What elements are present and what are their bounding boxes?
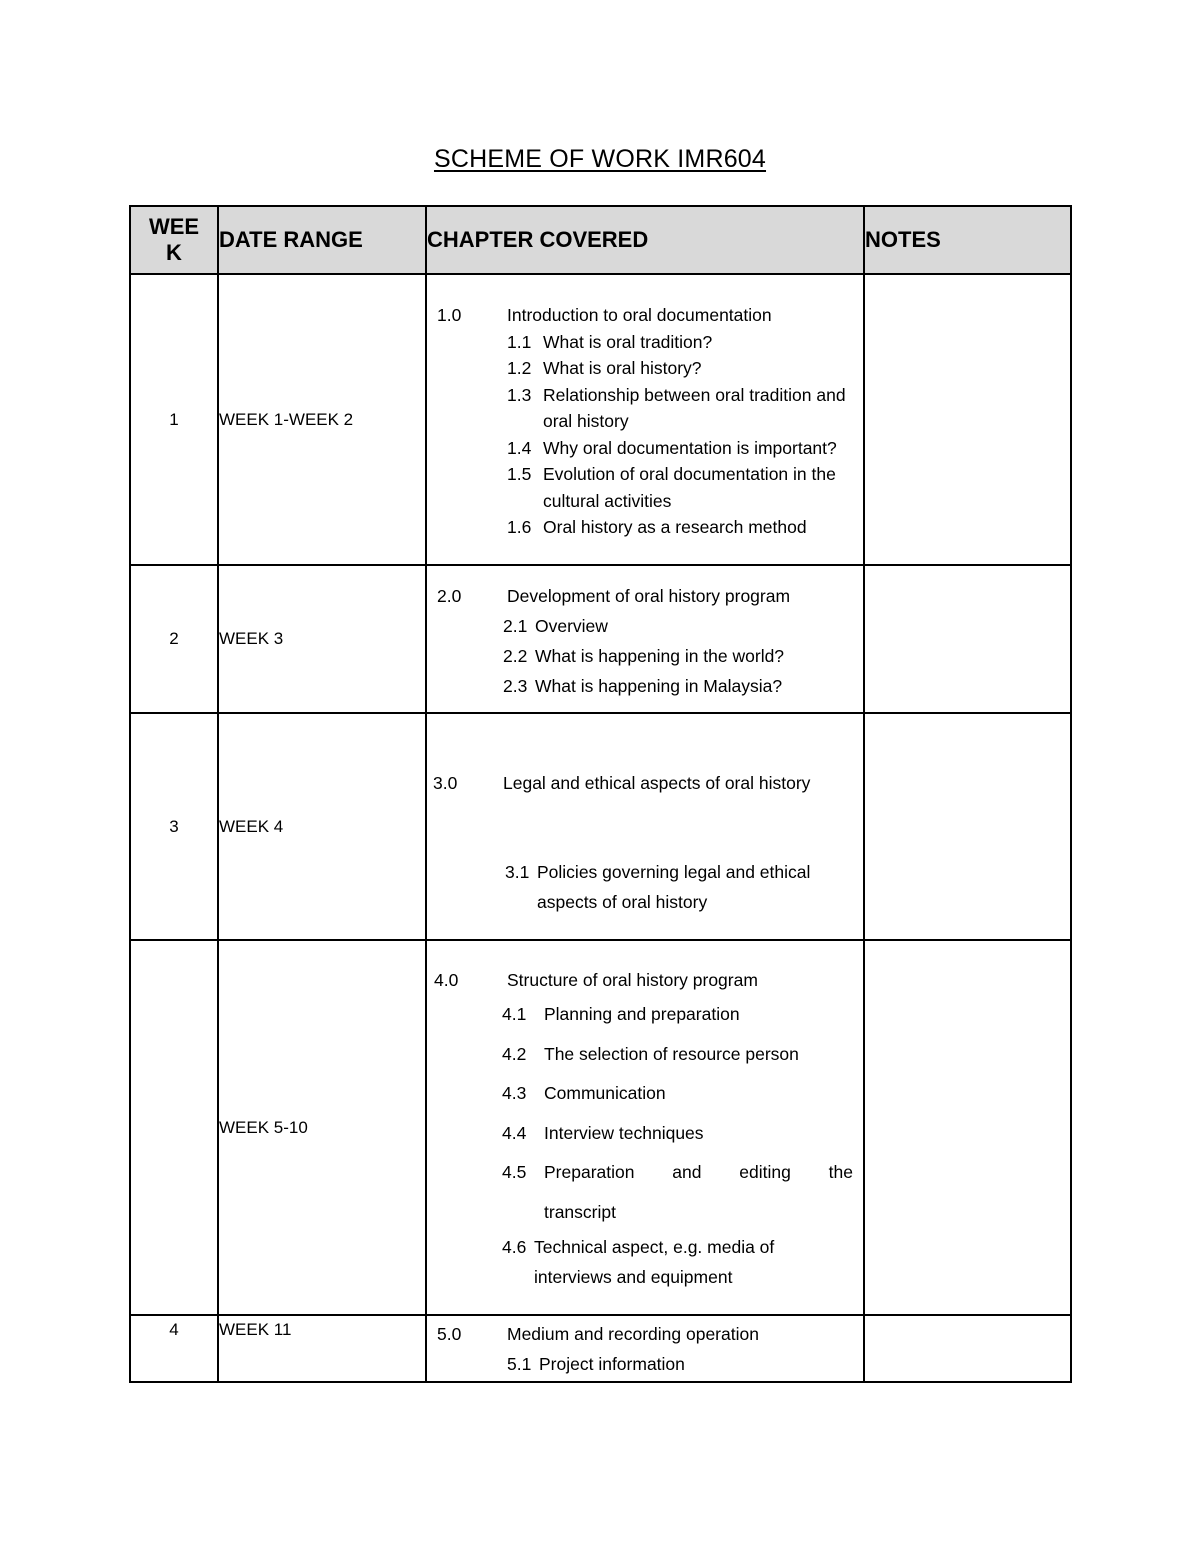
chapter-number: 2.0 (437, 586, 462, 606)
topic-text: Communication (544, 1083, 666, 1103)
chapter-cell (426, 713, 864, 940)
topic-number: 1.3 (507, 384, 532, 405)
table-row (130, 1315, 1071, 1382)
chapter-heading (437, 302, 863, 329)
topic-number: 2.3 (503, 676, 528, 696)
topic-number: 1.4 (507, 437, 532, 458)
topic-item (502, 1114, 853, 1154)
header-week (130, 206, 218, 274)
topic-item (502, 1153, 853, 1232)
date-cell: WEEK 4 (218, 713, 426, 940)
topic-text: Interview techniques (544, 1122, 704, 1143)
topic-number: 2.1 (503, 616, 528, 636)
topic-item (507, 382, 863, 435)
header-row (130, 206, 1071, 274)
topic-number: 2.2 (503, 646, 528, 666)
topic-item (507, 355, 863, 382)
chapter-title: Introduction to oral documentation (507, 305, 772, 326)
topic-number: 5.1 (507, 1353, 532, 1374)
topic-number: 4.6 (502, 1237, 527, 1257)
table-row (130, 274, 1071, 565)
topic-number: 1.5 (507, 464, 532, 485)
topic-item (502, 1232, 853, 1292)
header-week-line2: K (166, 240, 182, 265)
scheme-table (129, 205, 1072, 1383)
chapter-cell (426, 565, 864, 713)
topic-item (503, 611, 863, 641)
topic-item (507, 514, 863, 541)
topic-item (502, 1074, 853, 1114)
chapter-cell (426, 940, 864, 1315)
chapter-title: Development of oral history program (507, 586, 791, 606)
chapter-heading (437, 581, 863, 611)
topic-item (505, 857, 863, 917)
chapter-cell (426, 1315, 864, 1382)
topic-number: 4.5 (502, 1162, 527, 1182)
topic-text: What is oral tradition? (543, 331, 713, 352)
header-chapter-covered: CHAPTER COVERED (426, 206, 864, 274)
chapter-number: 4.0 (434, 970, 459, 990)
notes-cell (864, 274, 1071, 565)
chapter-title: Legal and ethical aspects of oral history (503, 773, 811, 793)
week-cell: 4 (130, 1315, 218, 1382)
chapter-number: 1.0 (437, 305, 462, 326)
week-cell: 1 (130, 274, 218, 565)
topic-text: Relationship between oral tradition and oral history (543, 384, 846, 432)
chapter-title: Structure of oral history program (507, 970, 758, 990)
topic-item (503, 641, 863, 671)
topic-item (507, 461, 863, 514)
topic-item (507, 1348, 863, 1380)
document-title: SCHEME OF WORK IMR604 (433, 145, 767, 173)
week-cell (130, 940, 218, 1315)
topic-text: Oral history as a research method (543, 517, 807, 538)
header-week-line1: WEE (148, 214, 200, 239)
topic-number: 1.1 (507, 331, 532, 352)
topic-text: What is happening in Malaysia? (535, 676, 783, 696)
topic-text: The selection of resource person (544, 1043, 799, 1064)
header-notes: NOTES (864, 206, 1071, 274)
chapter-heading (433, 768, 863, 798)
chapter-title: Medium and recording operation (507, 1323, 759, 1344)
topic-text: Policies governing legal and ethical aspects of oral history (537, 862, 811, 912)
topic-number: 4.2 (502, 1043, 527, 1064)
topic-item (502, 1035, 853, 1075)
topic-text: Preparation and editing the transcript (544, 1162, 853, 1222)
date-cell: WEEK 1-WEEK 2 (218, 274, 426, 565)
notes-cell (864, 940, 1071, 1315)
week-cell: 2 (130, 565, 218, 713)
topic-number: 4.3 (502, 1083, 527, 1103)
topic-text: Overview (535, 616, 608, 636)
notes-cell (864, 1315, 1071, 1382)
topic-number: 4.1 (502, 1004, 527, 1024)
date-cell: WEEK 5-10 (218, 940, 426, 1315)
table-row (130, 713, 1071, 940)
date-cell: WEEK 11 (218, 1315, 426, 1382)
notes-cell (864, 565, 1071, 713)
chapter-heading (434, 965, 863, 995)
table-row (130, 565, 1071, 713)
topic-text: Planning and preparation (544, 1004, 740, 1024)
week-cell: 3 (130, 713, 218, 940)
topic-number: 3.1 (505, 862, 530, 882)
notes-cell (864, 713, 1071, 940)
topic-text: Evolution of oral documentation in the cultural activities (543, 464, 836, 511)
topic-number: 4.4 (502, 1122, 527, 1143)
topic-item (503, 671, 863, 701)
topic-number: 1.2 (507, 358, 532, 379)
chapter-heading (437, 1320, 863, 1348)
chapter-number: 3.0 (433, 773, 458, 793)
topic-text: Technical aspect, e.g. media of interviews and equipment (534, 1237, 775, 1287)
chapter-cell (426, 274, 864, 565)
topic-text: What is happening in the world? (535, 646, 785, 666)
topic-item (507, 435, 863, 462)
topic-text: Why oral documentation is important? (543, 437, 837, 458)
table-row (130, 940, 1071, 1315)
topic-text: What is oral history? (543, 358, 702, 379)
date-cell: WEEK 3 (218, 565, 426, 713)
topic-item (502, 995, 853, 1035)
header-date-range: DATE RANGE (218, 206, 426, 274)
chapter-number: 5.0 (437, 1323, 462, 1344)
topic-number: 1.6 (507, 517, 532, 538)
topic-text: Project information (539, 1353, 685, 1374)
topic-item (507, 329, 863, 356)
